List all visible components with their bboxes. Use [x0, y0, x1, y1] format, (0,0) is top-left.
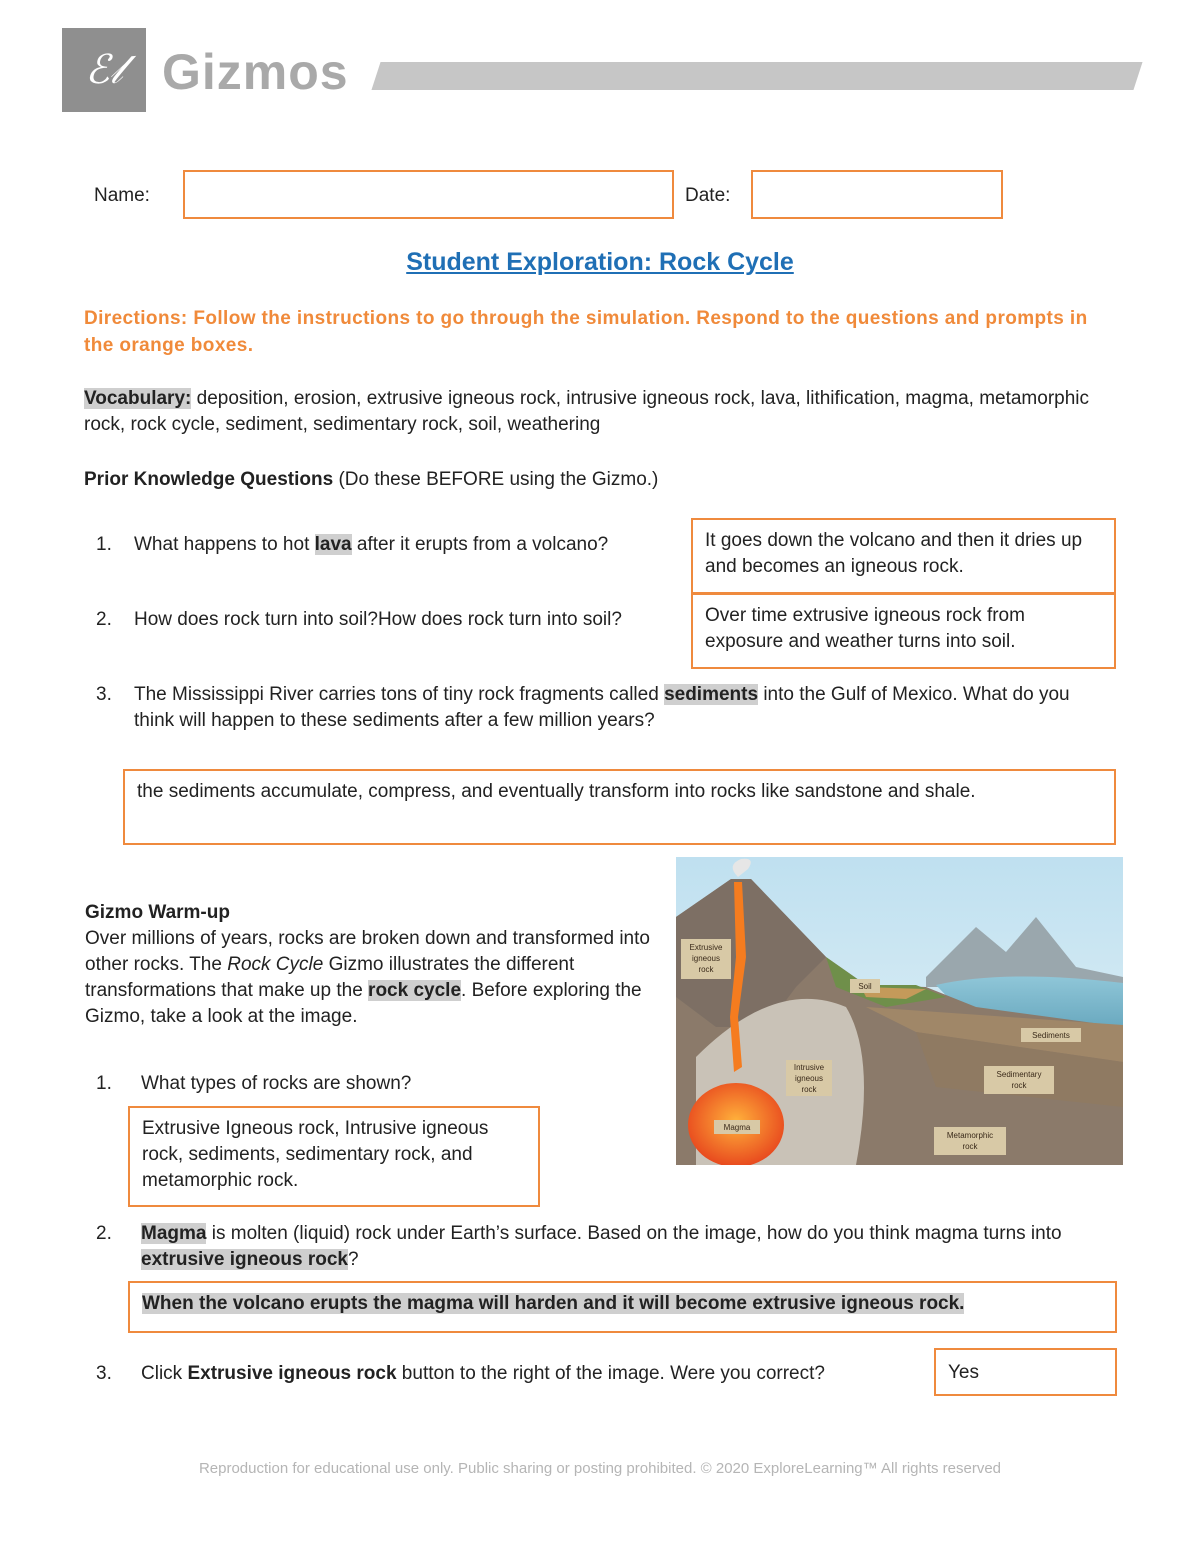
- header-bar: [371, 62, 1142, 90]
- warmup-q3-answer-box[interactable]: [934, 1348, 1117, 1396]
- warmup-q2-mid: is molten (liquid) rock under Earth’s surface. Based on the image, how do you think magma turns into: [206, 1223, 1062, 1244]
- prior-q1-answer: It goes down the volcano and then it dries up and becomes an igneous rock.: [705, 530, 1083, 577]
- warmup-q3-answer: Yes: [948, 1362, 979, 1383]
- label-sedimentary-2: rock: [1011, 1081, 1027, 1090]
- prior-q2-text: How does rock turn into soil?How does rock turn into soil?: [134, 609, 622, 630]
- warmup-q3-number: 3.: [96, 1363, 112, 1384]
- prior-q1-pre: What happens to hot: [134, 534, 315, 555]
- label-metamorphic-2: rock: [962, 1142, 978, 1151]
- term-rock-cycle: rock cycle: [368, 980, 462, 1001]
- warmup-q1-number: 1.: [96, 1073, 112, 1094]
- vocabulary: [84, 386, 1114, 438]
- warmup-italic: Rock Cycle: [227, 954, 324, 975]
- warmup-q2-end: ?: [347, 1249, 359, 1270]
- prior-q3-pre: The Mississippi River carries tons of tiny rock fragments called: [134, 684, 665, 705]
- date-label: Date:: [685, 185, 731, 206]
- label-sedimentary-1: Sedimentary: [996, 1070, 1042, 1079]
- term-lava: lava: [314, 534, 352, 555]
- label-extrusive-1: Extrusive: [689, 943, 723, 952]
- label-extrusive-2: igneous: [691, 954, 721, 963]
- warmup-q2-answer-box[interactable]: [128, 1281, 1117, 1333]
- prior-q3-answer: the sediments accumulate, compress, and eventually transform into rocks like sandstone and shale.: [137, 781, 976, 802]
- warmup-p2: Gizmo illustrates the different transformations that make up the: [85, 954, 575, 1001]
- label-magma: Magma: [723, 1123, 751, 1132]
- warmup-q1-text: What types of rocks are shown?: [141, 1073, 412, 1094]
- prior-q3-text: [134, 682, 1094, 734]
- vocabulary-terms: deposition, erosion, extrusive igneous rock, intrusive igneous rock, lava, lithification, magma, metamorphic rock, rock cycle, sediment, sedimentary rock, soil, weathering: [84, 388, 1090, 435]
- prior-q1-post: after it erupts from a volcano?: [351, 534, 609, 555]
- explorelearning-logo: [62, 28, 146, 112]
- prior-q2-answer: Over time extrusive igneous rock from exposure and weather turns into soil.: [705, 605, 1025, 652]
- warmup-heading: Gizmo Warm-up: [85, 902, 230, 923]
- prior-q1-answer-box[interactable]: [691, 518, 1116, 594]
- warmup-q2-text: [141, 1221, 1116, 1273]
- warmup-p1: Over millions of years, rocks are broken down and transformed into other rocks. The: [85, 928, 650, 975]
- warmup-q3-post: button to the right of the image. Were you correct?: [396, 1363, 825, 1384]
- vocabulary-label: Vocabulary:: [84, 388, 192, 409]
- term-sediments: sediments: [664, 684, 759, 705]
- label-soil: Soil: [858, 982, 872, 991]
- page-title: Student Exploration: Rock Cycle: [406, 248, 794, 276]
- warmup-paragraph: [85, 926, 670, 1030]
- label-intrusive-3: rock: [801, 1085, 817, 1094]
- gizmos-wordmark: Gizmos: [162, 44, 349, 100]
- prior-q3-number: 3.: [96, 684, 112, 705]
- prior-knowledge-heading: [84, 467, 658, 493]
- footer-copyright: Reproduction for educational use only. Public sharing or posting prohibited. © 2020 ExploreLearning™ All rights reserved: [198, 1460, 1002, 1477]
- label-sediments: Sediments: [1032, 1031, 1070, 1040]
- extrusive-button-ref: Extrusive igneous rock: [187, 1363, 397, 1384]
- prior-q1-number: 1.: [96, 534, 112, 555]
- warmup-q2-answer: When the volcano erupts the magma will harden and it will become extrusive igneous rock.: [142, 1293, 965, 1314]
- warmup-q2-number: 2.: [96, 1223, 112, 1244]
- label-extrusive-3: rock: [698, 965, 714, 974]
- label-intrusive-2: igneous: [794, 1074, 824, 1083]
- rock-cycle-figure: [676, 857, 1123, 1165]
- warmup-q3-pre: Click: [141, 1363, 188, 1384]
- directions: Directions: Follow the instructions to go through the simulation. Respond to the questions and prompts in the orange boxes.: [84, 308, 1088, 356]
- label-metamorphic-1: Metamorphic: [946, 1131, 994, 1140]
- warmup-p3: . Before exploring the Gizmo, take a look at the image.: [85, 980, 642, 1027]
- label-intrusive-1: Intrusive: [793, 1063, 825, 1072]
- prior-q2-answer-box[interactable]: [691, 593, 1116, 669]
- prior-q1-text: [134, 532, 684, 558]
- term-extrusive-igneous-rock: extrusive igneous rock: [141, 1249, 348, 1270]
- warmup-q3-text: [141, 1361, 931, 1387]
- logo-glyph: ℰ𝓁: [85, 47, 123, 93]
- term-magma: Magma: [141, 1223, 207, 1244]
- prior-heading-note: (Do these BEFORE using the Gizmo.): [338, 469, 659, 490]
- name-field[interactable]: [183, 170, 674, 219]
- prior-q3-post: into the Gulf of Mexico. What do you think will happen to these sediments after a few million years?: [134, 684, 1070, 731]
- warmup-q1-answer: Extrusive Igneous rock, Intrusive igneous rock, sediments, sedimentary rock, and metamorphic rock.: [142, 1118, 489, 1191]
- prior-q2-number: 2.: [96, 609, 112, 630]
- prior-q3-answer-box[interactable]: [123, 769, 1116, 845]
- warmup-q1-answer-box[interactable]: [128, 1106, 540, 1207]
- prior-heading-text: Prior Knowledge Questions: [84, 469, 334, 490]
- name-label: Name:: [94, 185, 150, 206]
- date-field[interactable]: [751, 170, 1003, 219]
- warmup-section: [85, 900, 670, 1030]
